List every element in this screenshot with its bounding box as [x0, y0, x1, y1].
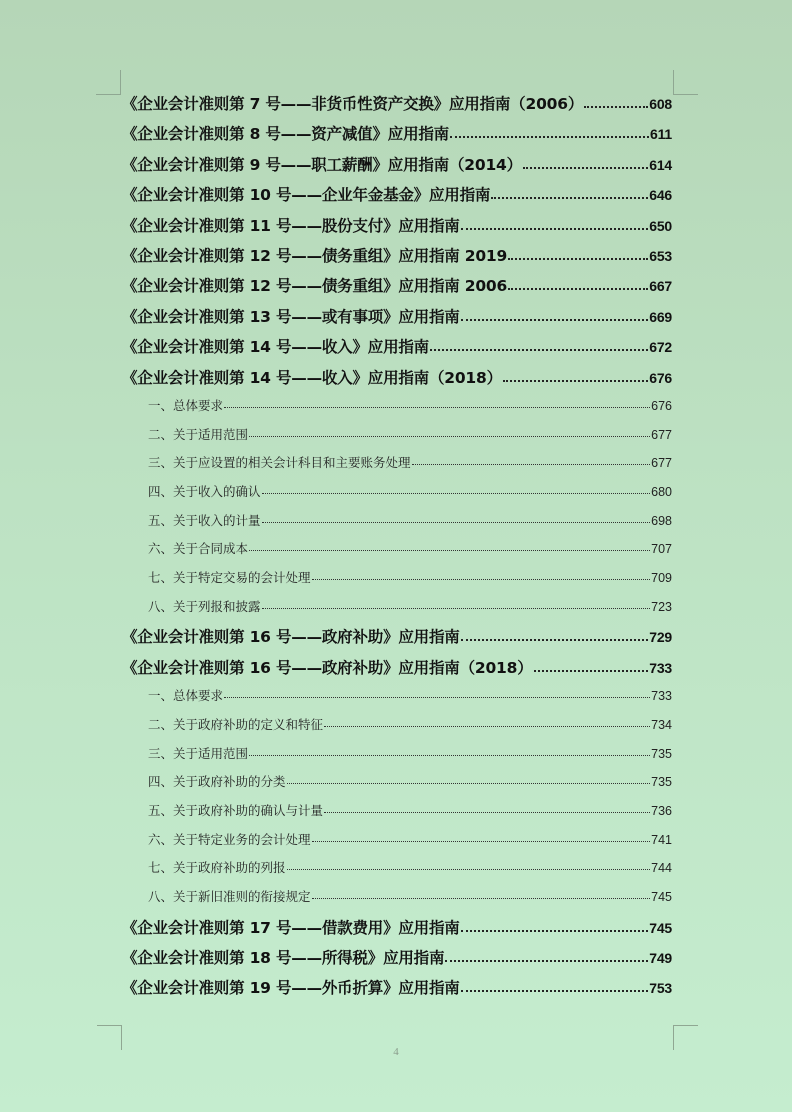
- toc-entry-page: 646: [649, 187, 672, 204]
- toc-entry-title: 八、关于列报和披露: [148, 598, 261, 614]
- toc-entry-page: 733: [649, 659, 672, 676]
- toc-entry-title: 《企业会计准则第 12 号——债务重组》应用指南 2006: [122, 277, 508, 296]
- toc-entry-title: 一、总体要求: [148, 397, 224, 413]
- toc-subentry[interactable]: [122, 772, 672, 801]
- toc-entry-page: 734: [651, 717, 672, 732]
- toc-entry-title: 四、关于政府补助的分类: [148, 774, 286, 790]
- toc-entry-page: 677: [651, 427, 672, 442]
- dot-leader: [523, 154, 648, 170]
- dot-leader: [324, 716, 650, 729]
- dot-leader: [324, 802, 650, 815]
- dot-leader: [224, 397, 650, 410]
- dot-leader: [461, 917, 649, 933]
- dot-leader: [430, 337, 648, 353]
- margin-corner-mark-top-right: [673, 70, 698, 95]
- toc-entry-page: 676: [651, 398, 672, 413]
- toc-entry-title: 五、关于政府补助的确认与计量: [148, 802, 324, 818]
- dot-leader: [224, 688, 650, 701]
- toc-subentry[interactable]: [122, 453, 672, 482]
- toc-entry-title: 《企业会计准则第 12 号——债务重组》应用指南 2019: [122, 246, 508, 265]
- dot-leader: [262, 483, 651, 496]
- toc-subentry[interactable]: [122, 597, 672, 626]
- toc-entry-title: 《企业会计准则第 10 号——企业年金基金》应用指南: [122, 186, 491, 205]
- toc-entry-page: 744: [651, 861, 672, 876]
- toc-entry-title: 《企业会计准则第 16 号——政府补助》应用指南（2018）: [122, 658, 533, 677]
- toc-entry-page: 611: [650, 126, 672, 143]
- dot-leader: [445, 948, 648, 964]
- toc-entry-title: 四、关于收入的确认: [148, 483, 261, 499]
- toc-entry-page: 650: [649, 217, 672, 234]
- toc-entry-title: 《企业会计准则第 16 号——政府补助》应用指南: [122, 628, 460, 647]
- toc-entry-title: 二、关于适用范围: [148, 426, 249, 442]
- toc-subentry[interactable]: [122, 801, 672, 830]
- toc-entry[interactable]: [122, 946, 672, 976]
- toc-entry-page: 669: [649, 308, 672, 325]
- toc-entry-title: 二、关于政府补助的定义和特征: [148, 716, 324, 732]
- toc-subentry[interactable]: [122, 715, 672, 744]
- toc-entry[interactable]: [122, 916, 672, 946]
- toc-entry-page: 745: [649, 919, 672, 936]
- toc-entry-page: 698: [651, 513, 672, 528]
- toc-entry-title: 三、关于应设置的相关会计科目和主要账务处理: [148, 455, 411, 471]
- dot-leader: [461, 215, 649, 231]
- dot-leader: [508, 276, 648, 292]
- toc-entry-title: 《企业会计准则第 13 号——或有事项》应用指南: [122, 307, 460, 326]
- toc-entry-page: 667: [649, 278, 672, 295]
- toc-entry-title: 《企业会计准则第 14 号——收入》应用指南: [122, 338, 429, 357]
- dot-leader: [249, 745, 650, 758]
- toc-entry-title: 《企业会计准则第 8 号——资产减值》应用指南: [122, 125, 449, 144]
- margin-corner-mark-top-left: [96, 70, 121, 95]
- dot-leader: [312, 889, 651, 902]
- dot-leader: [262, 598, 651, 611]
- toc-entry-title: 六、关于合同成本: [148, 541, 249, 557]
- toc-entry-title: 《企业会计准则第 17 号——借款费用》应用指南: [122, 918, 460, 937]
- toc-subentry[interactable]: [122, 425, 672, 454]
- table-of-contents: [122, 92, 672, 1007]
- dot-leader: [503, 367, 648, 383]
- toc-subentry[interactable]: [122, 887, 672, 916]
- toc-entry[interactable]: [122, 274, 672, 304]
- toc-subentry[interactable]: [122, 396, 672, 425]
- toc-entry-page: 653: [649, 247, 672, 264]
- toc-entry-title: 《企业会计准则第 9 号——职工薪酬》应用指南（2014）: [122, 155, 522, 174]
- toc-entry-title: 三、关于适用范围: [148, 745, 249, 761]
- toc-subentry[interactable]: [122, 568, 672, 597]
- toc-entry-page: 729: [649, 629, 672, 646]
- toc-entry-page: 736: [651, 803, 672, 818]
- toc-entry-page: 741: [651, 832, 672, 847]
- toc-entry[interactable]: [122, 625, 672, 655]
- page-number: 4: [393, 1046, 399, 1058]
- dot-leader: [491, 185, 648, 201]
- toc-subentry[interactable]: [122, 830, 672, 859]
- toc-entry-title: 五、关于收入的计量: [148, 512, 261, 528]
- dot-leader: [412, 455, 651, 468]
- toc-entry-page: 735: [651, 746, 672, 761]
- toc-entry-page: 707: [651, 542, 672, 557]
- toc-entry-page: 749: [649, 950, 672, 967]
- toc-entry[interactable]: [122, 214, 672, 244]
- dot-leader: [508, 245, 648, 261]
- toc-entry-title: 七、关于政府补助的列报: [148, 860, 286, 876]
- toc-entry-title: 八、关于新旧准则的衔接规定: [148, 889, 311, 904]
- toc-entry[interactable]: [122, 183, 672, 213]
- dot-leader: [461, 978, 649, 994]
- toc-subentry[interactable]: [122, 858, 672, 887]
- dot-leader: [249, 426, 650, 439]
- dot-leader: [450, 124, 649, 140]
- toc-entry-page: 709: [651, 571, 672, 586]
- toc-entry[interactable]: [122, 976, 672, 1006]
- toc-entry-title: 《企业会计准则第 19 号——外币折算》应用指南: [122, 979, 460, 998]
- dot-leader: [461, 627, 649, 643]
- toc-entry[interactable]: [122, 92, 672, 122]
- toc-subentry[interactable]: [122, 744, 672, 773]
- toc-entry-title: 一、总体要求: [148, 688, 224, 704]
- toc-entry[interactable]: [122, 335, 672, 365]
- toc-entry[interactable]: [122, 153, 672, 183]
- toc-subentry[interactable]: [122, 539, 672, 568]
- toc-entry-page: 608: [649, 96, 672, 112]
- dot-leader: [287, 860, 651, 873]
- toc-entry[interactable]: [122, 305, 672, 335]
- toc-entry-page: 745: [651, 890, 672, 904]
- dot-leader: [461, 306, 649, 322]
- toc-entry-page: 676: [649, 369, 672, 386]
- dot-leader: [287, 774, 651, 787]
- toc-subentry[interactable]: [122, 482, 672, 511]
- toc-subentry[interactable]: [122, 511, 672, 540]
- dot-leader: [534, 657, 649, 673]
- toc-subentry[interactable]: [122, 686, 672, 715]
- dot-leader: [249, 541, 650, 554]
- toc-entry[interactable]: [122, 122, 672, 152]
- toc-entry-page: 680: [651, 484, 672, 499]
- toc-entry-title: 七、关于特定交易的会计处理: [148, 570, 311, 586]
- toc-entry-page: 735: [651, 775, 672, 790]
- dot-leader: [584, 94, 648, 110]
- toc-entry[interactable]: [122, 244, 672, 274]
- toc-entry-page: 723: [651, 599, 672, 614]
- toc-entry-page: 733: [651, 689, 672, 704]
- dot-leader: [312, 831, 651, 844]
- toc-entry[interactable]: [122, 366, 672, 396]
- dot-leader: [262, 512, 651, 525]
- toc-entry-title: 《企业会计准则第 18 号——所得税》应用指南: [122, 949, 445, 968]
- toc-entry-page: 672: [649, 339, 672, 356]
- toc-entry[interactable]: [122, 656, 672, 686]
- toc-entry-title: 《企业会计准则第 11 号——股份支付》应用指南: [122, 216, 460, 235]
- toc-entry-page: 677: [651, 456, 672, 471]
- toc-entry-title: 六、关于特定业务的会计处理: [148, 831, 311, 847]
- toc-entry-page: 753: [649, 980, 672, 997]
- dot-leader: [312, 570, 651, 583]
- toc-entry-title: 《企业会计准则第 14 号——收入》应用指南（2018）: [122, 368, 502, 387]
- toc-entry-title: 《企业会计准则第 7 号——非货币性资产交换》应用指南（2006）: [122, 95, 584, 113]
- toc-entry-page: 614: [649, 156, 672, 173]
